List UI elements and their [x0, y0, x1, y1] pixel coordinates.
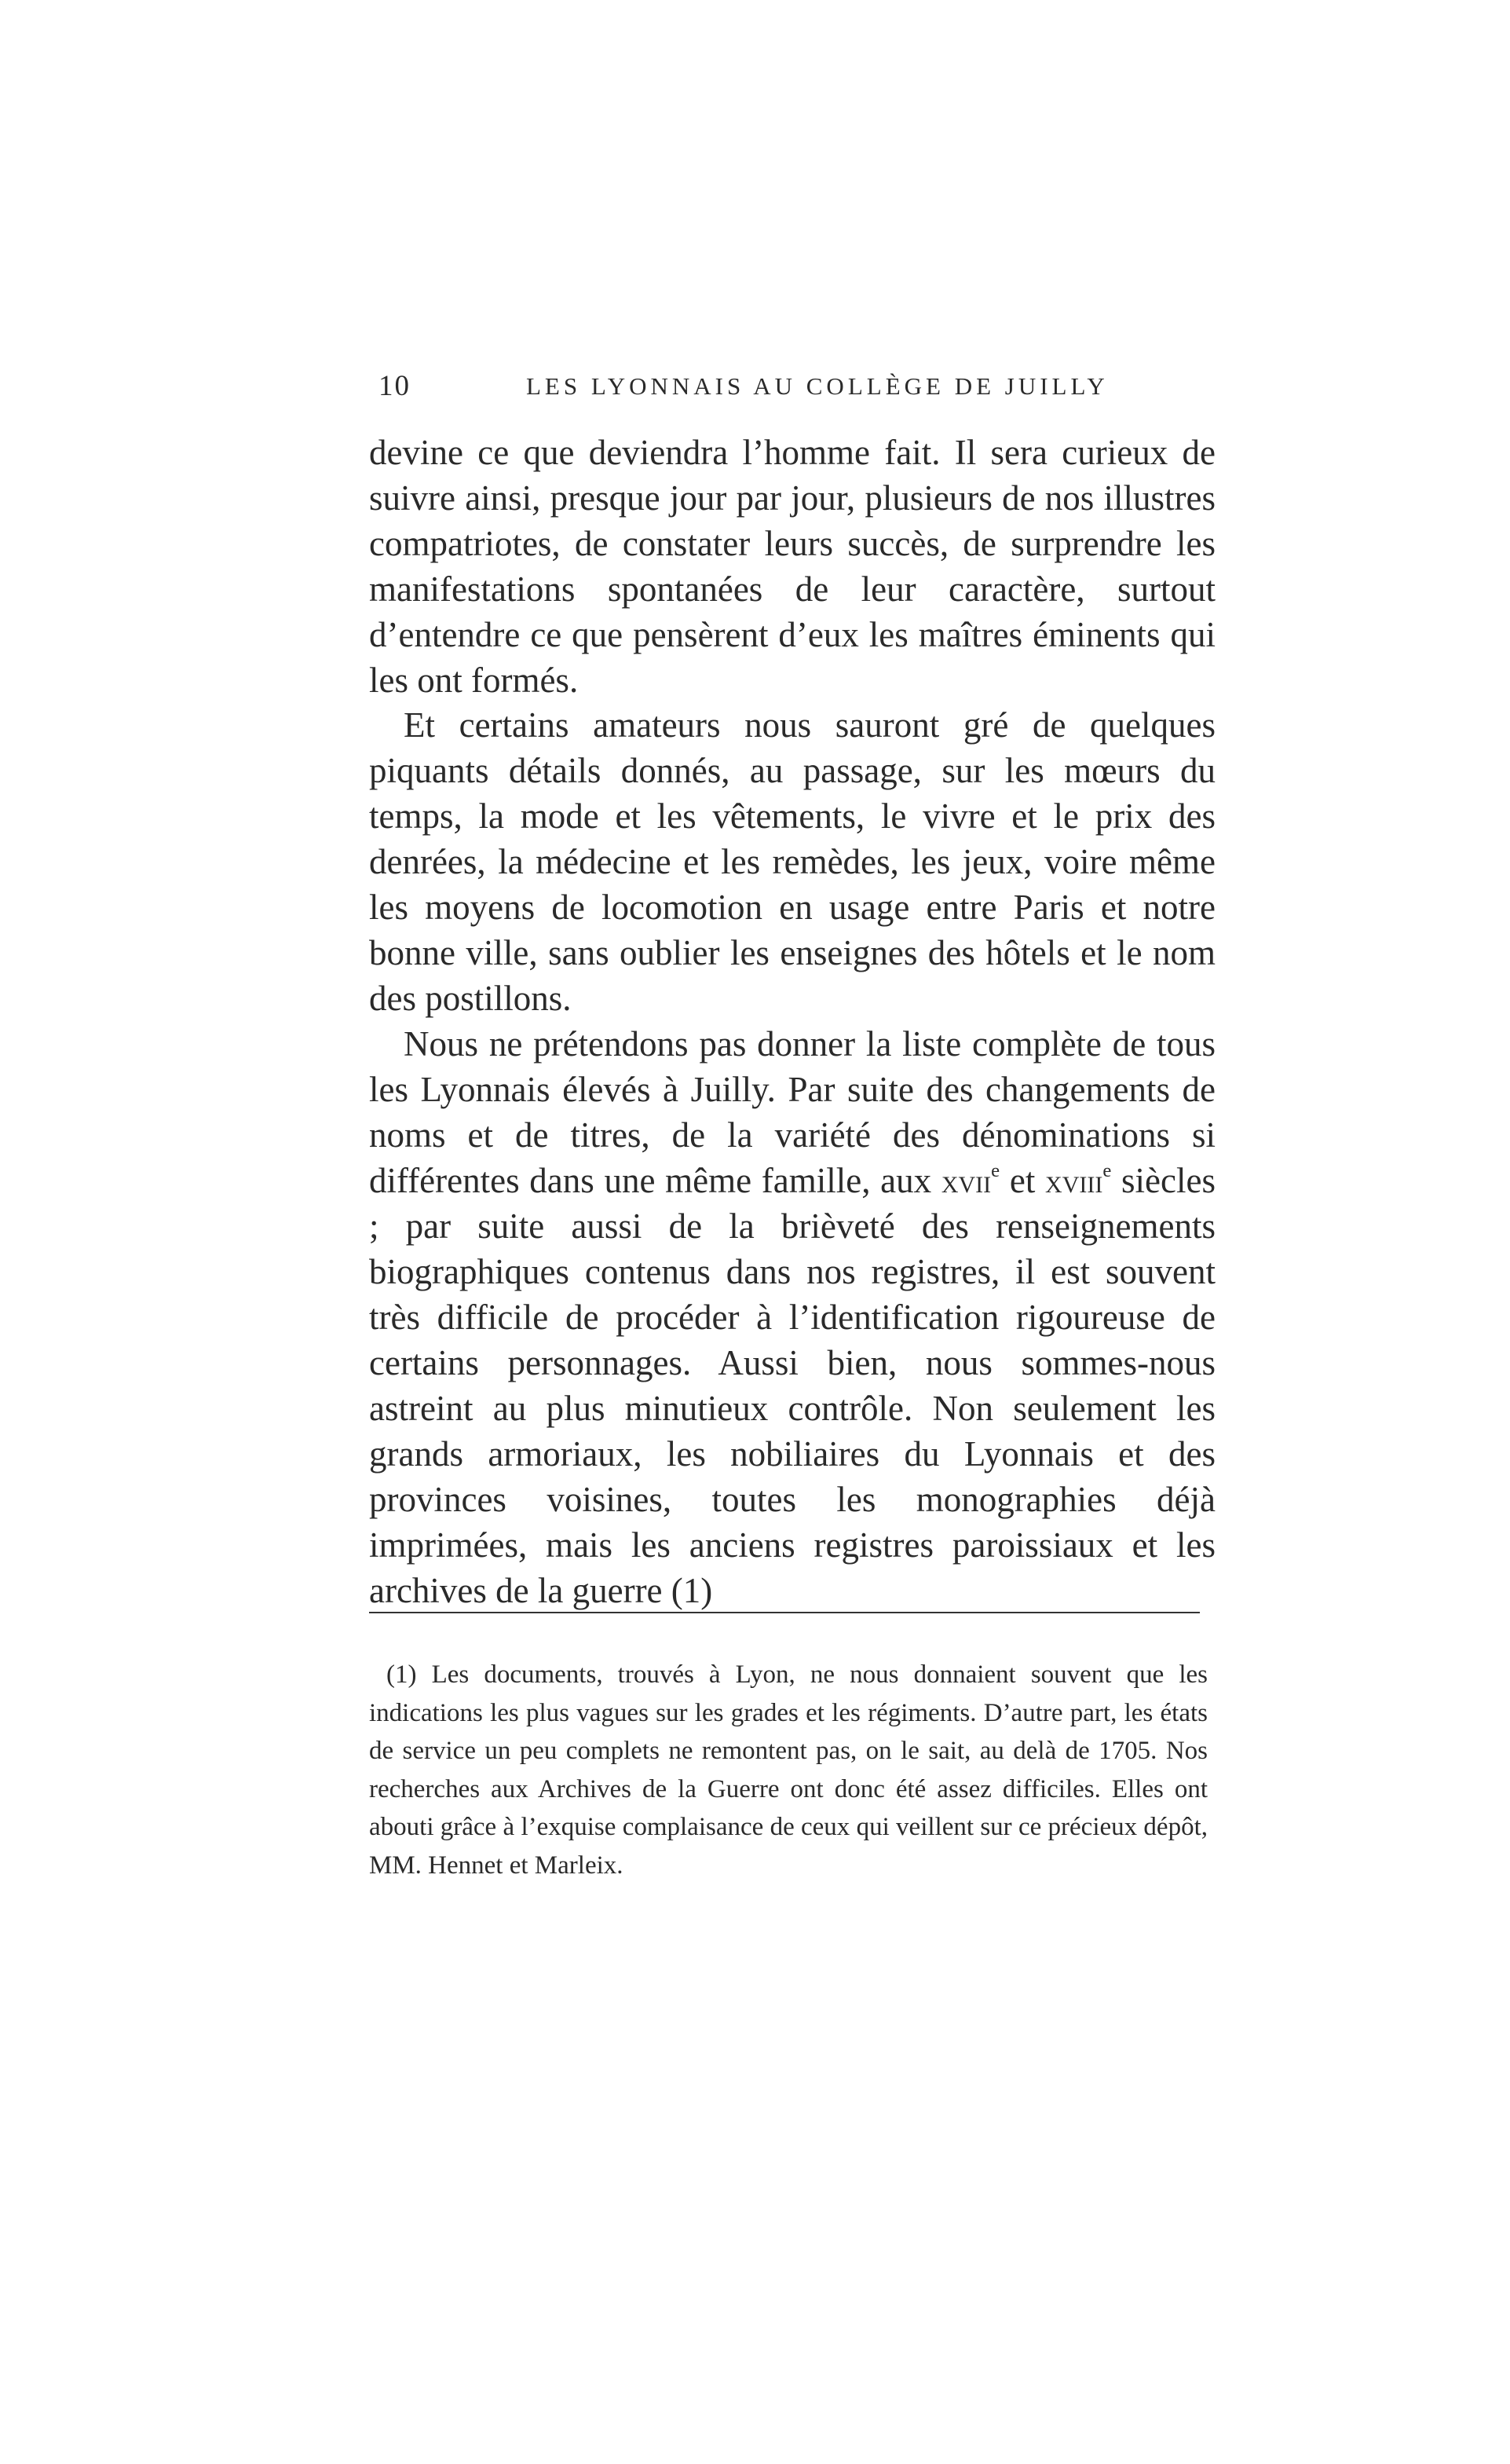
- paragraph-1: devine ce que deviendra l’homme fait. Il sera curieux de suivre ainsi, presque jour par jour, plusieurs de nos illustres compatriotes, de constater leurs succès, de surprendre les manifestations spontanées de leur caractère, surtout d’entendre ce que pensèrent d’eux les maîtres éminents qui les ont formés.: [369, 433, 1216, 700]
- paragraph-3: [369, 1022, 1216, 1614]
- superscript-e: e: [991, 1159, 1000, 1181]
- superscript-e: e: [1102, 1159, 1112, 1181]
- paragraph-3-part-c: siècles ; par suite aussi de la brièveté des renseignements biographiques contenus dans nos registres, il est souvent très difficile de procéder à l’identification rigoureuse de certains personnages. Aussi bien, nous sommes-nous astreint au plus minutieux contrôle. Non seulement les grands armoriaux, les nobiliaires du Lyonnais et des provinces voisines, toutes les monographies déjà imprimées, mais les anciens registres paroissiaux et les archives de la guerre (1): [369, 1160, 1216, 1610]
- century-numeral-18: xviii: [1045, 1162, 1103, 1200]
- running-title: LES LYONNAIS AU COLLÈGE DE JUILLY: [526, 372, 1109, 400]
- paragraph-3-part-a: Nous ne prétendons pas donner la liste complète de tous les Lyonnais élevés à Juilly. Par suite des changements de noms et de titres, de la variété des dénominations si différentes dans une même famille, aux: [369, 1023, 1216, 1200]
- main-text: [369, 430, 1216, 1614]
- paragraph-2: Et certains amateurs nous sauront gré de quelques piquants détails donnés, au passage, sur les mœurs du temps, la mode et les vêtements, le vivre et le prix des denrées, la médecine et les remèdes, les jeux, voire même les moyens de locomotion en usage entre Paris et notre bonne ville, sans oublier les enseignes des hôtels et le nom des postillons.: [369, 705, 1216, 1018]
- footnote-1: (1) Les documents, trouvés à Lyon, ne nous donnaient souvent que les indications les plus vagues sur les grades et les régiments. D’autre part, les états de service un peu complets ne remontent pas, on le sait, au delà de 1705. Nos recherches aux Archives de la Guerre ont donc été assez difficiles. Elles ont abouti grâce à l’exquise complaisance de ceux qui veillent sur ce précieux dépôt, MM. Hennet et Marleix.: [369, 1660, 1208, 1880]
- footnote-divider: [369, 1612, 1200, 1613]
- footnotes: [369, 1656, 1208, 1884]
- page-number: 10: [378, 370, 411, 402]
- running-head: [369, 369, 1201, 416]
- century-numeral-17: xvii: [941, 1162, 992, 1200]
- paragraph-3-part-b: et: [1000, 1160, 1046, 1200]
